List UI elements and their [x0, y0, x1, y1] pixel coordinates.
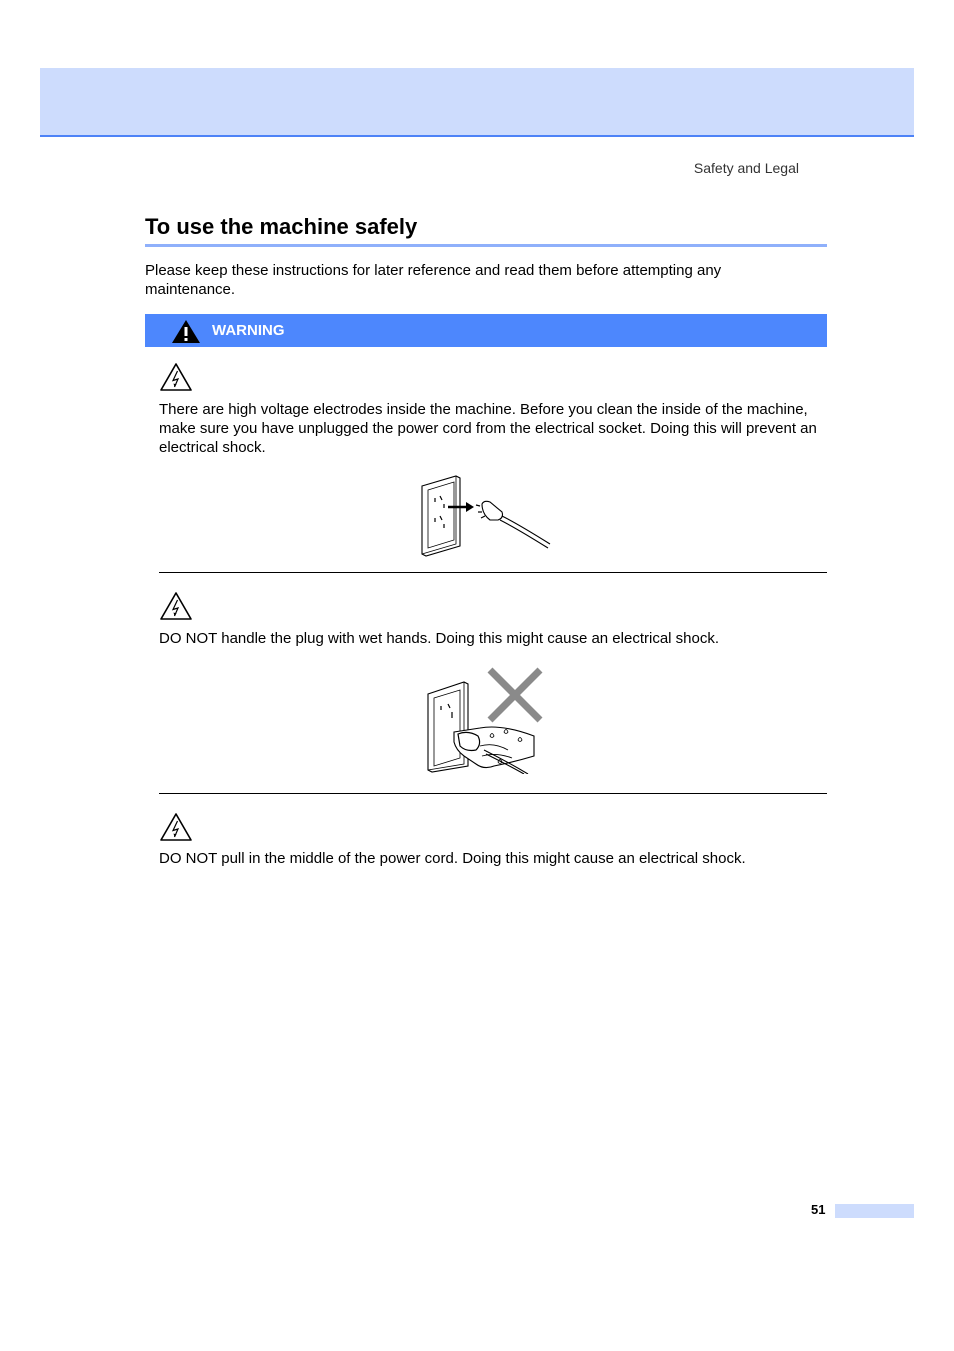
item-2-text: DO NOT handle the plug with wet hands. Doing this might cause an electrical shock. [159, 630, 720, 647]
warning-label: WARNING [212, 322, 285, 339]
warning-banner [145, 314, 827, 347]
intro-paragraph: Please keep these instructions for later reference and read them before attempting any maintenance. [145, 262, 722, 298]
page-number-tab [835, 1204, 914, 1218]
item-3-text: DO NOT pull in the middle of the power cord. Doing this might cause an electrical shock. [159, 850, 746, 867]
warning-triangle-icon [171, 319, 201, 344]
header-band [40, 68, 914, 137]
section-title: To use the machine safely [145, 214, 827, 247]
running-head: Safety and Legal [693, 160, 799, 176]
electrical-hazard-icon [159, 591, 193, 621]
electrical-hazard-icon [159, 812, 193, 842]
wet-hand-plug-prohibited-illustration [424, 666, 548, 774]
electrical-hazard-icon [159, 362, 193, 392]
item-divider [159, 793, 827, 794]
item-1-text: There are high voltage electrodes inside the machine. Before you clean the inside of the machine, make sure you have unplugged the power cord from the electrical socket. Doing this will prevent an electrical shock. [159, 401, 817, 456]
unplug-power-cord-illustration [418, 474, 554, 558]
page-number: 51 [811, 1202, 826, 1217]
item-divider [159, 572, 827, 573]
